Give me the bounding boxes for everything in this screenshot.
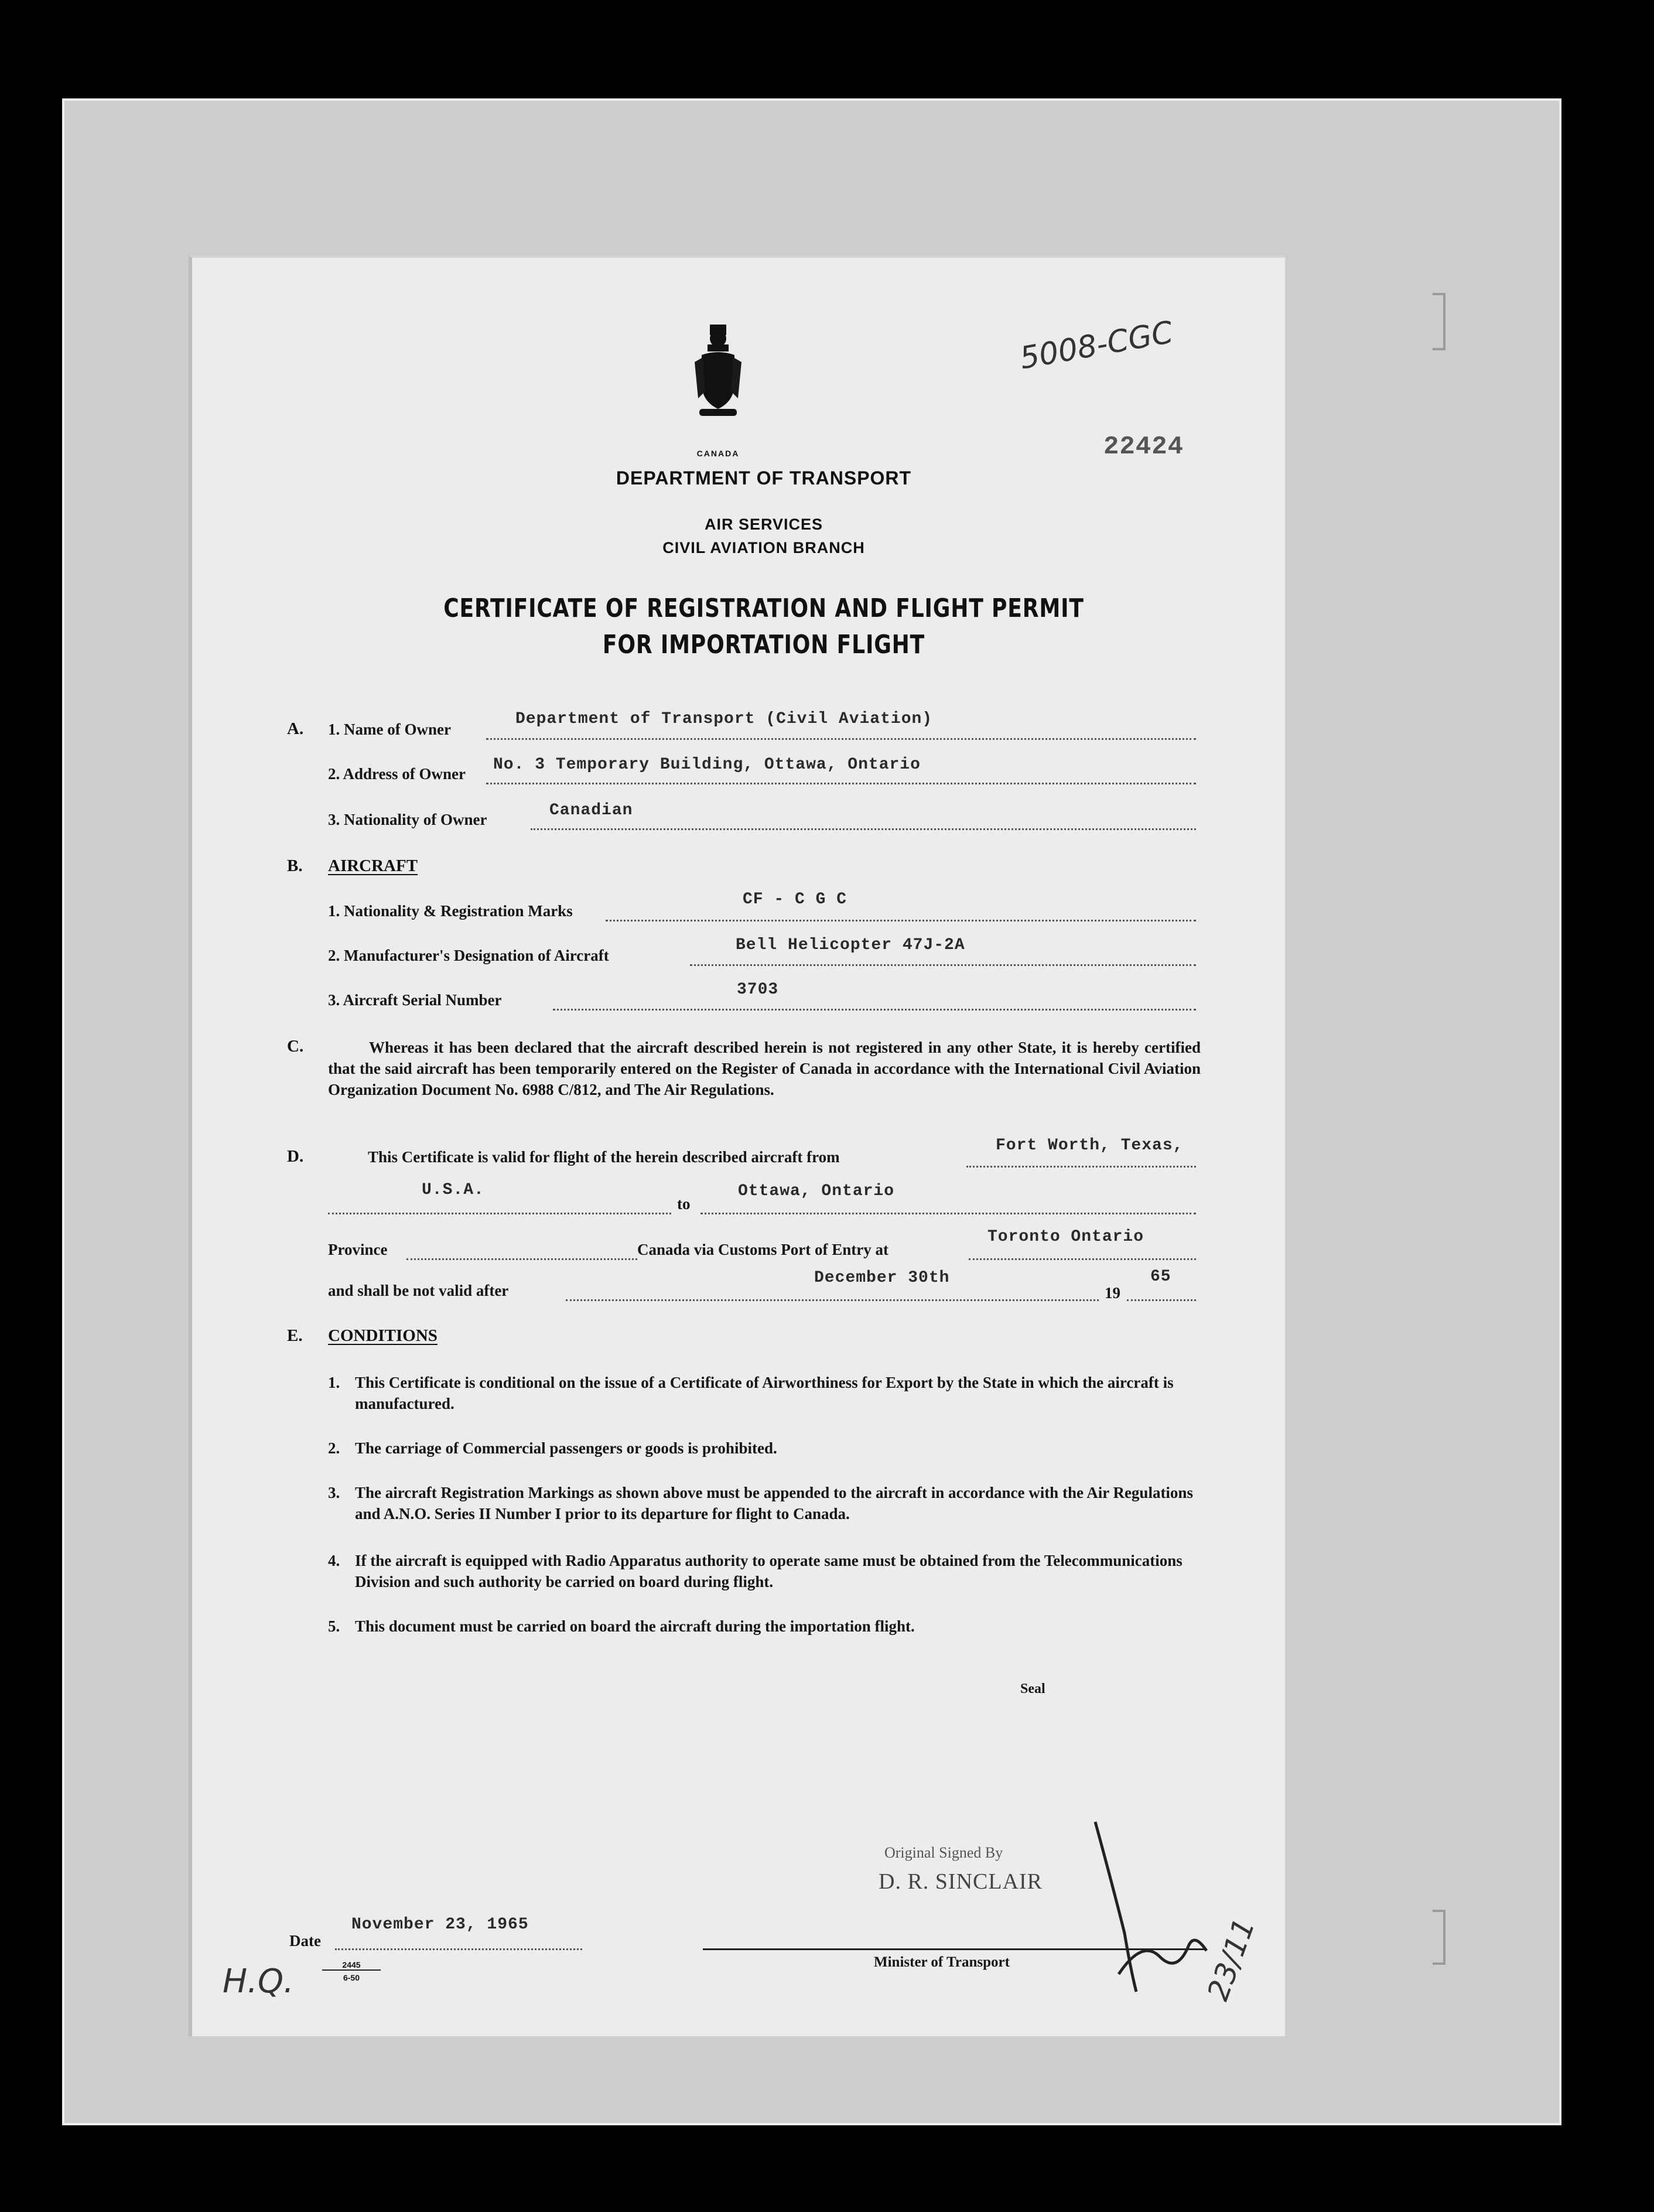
aircraft-designation-value: Bell Helicopter 47J-2A bbox=[736, 936, 965, 954]
handwritten-file-ref: 5008-CGC bbox=[1017, 315, 1176, 377]
condition-5-number: 5. bbox=[328, 1617, 340, 1635]
certificate-title-line2: FOR IMPORTATION FLIGHT bbox=[602, 630, 925, 660]
condition-2-number: 2. bbox=[328, 1439, 340, 1457]
expiry-year-prefix: 19 bbox=[1105, 1284, 1120, 1302]
owner-name-label: 1. Name of Owner bbox=[328, 721, 451, 738]
minister-label: Minister of Transport bbox=[874, 1954, 1010, 1970]
certificate-title-line1: CERTIFICATE OF REGISTRATION AND FLIGHT PERMIT bbox=[443, 593, 1084, 623]
condition-3-text: The aircraft Registration Markings as shown above must be appended to the aircraft in accordance with the Air Regulations and A.N.O. Series II Number I prior to its departure for flight to Canada. bbox=[355, 1484, 1193, 1523]
owner-name-value: Department of Transport (Civil Aviation) bbox=[515, 710, 933, 728]
frame-bracket-bottom bbox=[1433, 1910, 1445, 1965]
division-name: AIR SERVICES bbox=[704, 516, 823, 533]
date-line bbox=[335, 1948, 582, 1950]
from-country-line bbox=[328, 1213, 671, 1214]
aircraft-designation-line bbox=[690, 964, 1196, 966]
condition-1-text: This Certificate is conditional on the issue of a Certificate of Airworthiness for Export by the State in which the aircraft is manufactured. bbox=[355, 1374, 1174, 1412]
to-place-line bbox=[700, 1213, 1196, 1214]
conditions-heading: CONDITIONS bbox=[328, 1326, 438, 1345]
port-of-entry-line bbox=[969, 1258, 1196, 1260]
owner-address-value: No. 3 Temporary Building, Ottawa, Ontario bbox=[493, 756, 921, 774]
date-label: Date bbox=[289, 1932, 321, 1950]
expiry-year-value: 65 bbox=[1150, 1268, 1171, 1286]
section-d-letter: D. bbox=[287, 1147, 304, 1166]
owner-nationality-value: Canadian bbox=[549, 801, 633, 820]
to-place-value: Ottawa, Ontario bbox=[738, 1182, 895, 1200]
from-city-line bbox=[966, 1166, 1196, 1168]
owner-address-label: 2. Address of Owner bbox=[328, 765, 466, 783]
canada-crest-icon bbox=[695, 321, 741, 437]
from-city-value: Fort Worth, Texas, bbox=[996, 1136, 1184, 1155]
section-b-letter: B. bbox=[287, 856, 303, 875]
condition-4-number: 4. bbox=[328, 1552, 340, 1569]
section-e-letter: E. bbox=[287, 1326, 303, 1345]
registration-marks-label: 1. Nationality & Registration Marks bbox=[328, 902, 573, 920]
condition-4-text: If the aircraft is equipped with Radio Apparatus authority to operate same must be obtained from the Telecommunications Division and such authority be carried on board during flight. bbox=[355, 1552, 1183, 1590]
serial-number-value: 3703 bbox=[737, 981, 779, 999]
section-c-letter: C. bbox=[287, 1037, 304, 1056]
seal-label: Seal bbox=[1020, 1681, 1045, 1696]
section-a-letter: A. bbox=[287, 719, 304, 738]
owner-address-line bbox=[486, 783, 1196, 784]
file-number: 22424 bbox=[1103, 432, 1184, 462]
to-label: to bbox=[677, 1195, 691, 1213]
form-revision: 6-50 bbox=[343, 1973, 360, 1982]
serial-number-label: 3. Aircraft Serial Number bbox=[328, 991, 502, 1009]
crest-caption: CANADA bbox=[696, 449, 740, 458]
registration-marks-value: CF - C G C bbox=[743, 890, 847, 909]
original-signed-note: Original Signed By bbox=[884, 1844, 1003, 1861]
signatory-name: D. R. SINCLAIR bbox=[879, 1869, 1043, 1894]
condition-2-text: The carriage of Commercial passengers or goods is prohibited. bbox=[355, 1439, 777, 1457]
condition-1-number: 1. bbox=[328, 1374, 340, 1391]
port-of-entry-label: Canada via Customs Port of Entry at bbox=[637, 1241, 888, 1258]
frame-bracket-top bbox=[1433, 293, 1445, 350]
expiry-date-value: December 30th bbox=[814, 1269, 950, 1287]
registration-declaration: Whereas it has been declared that the aircraft described herein is not registered in any other State, it is hereby certified that the said aircraft has been temporarily entered on the Register of Canada in accordance with the International Civil Aviation Organization Document No. 6988 C/812, and The Air Regulations. bbox=[328, 1039, 1201, 1098]
minister-signature-line bbox=[703, 1948, 1207, 1950]
expiry-date-line bbox=[566, 1299, 1099, 1301]
condition-5-text: This document must be carried on board the aircraft during the importation flight. bbox=[355, 1617, 915, 1635]
valid-for-flight-label: This Certificate is valid for flight of the herein described aircraft from bbox=[368, 1148, 840, 1166]
owner-nationality-line bbox=[531, 828, 1196, 830]
handwritten-initials: H.Q. bbox=[223, 1962, 294, 2001]
province-label: Province bbox=[328, 1241, 388, 1258]
form-number: 2445 bbox=[322, 1960, 381, 1971]
aircraft-heading: AIRCRAFT bbox=[328, 856, 418, 875]
serial-number-line bbox=[553, 1009, 1196, 1011]
from-country-value: U.S.A. bbox=[422, 1181, 484, 1199]
date-value: November 23, 1965 bbox=[351, 1916, 529, 1934]
registration-marks-line bbox=[606, 920, 1196, 921]
branch-name: CIVIL AVIATION BRANCH bbox=[662, 539, 865, 557]
not-valid-after-label: and shall be not valid after bbox=[328, 1282, 509, 1299]
condition-3-number: 3. bbox=[328, 1484, 340, 1501]
expiry-year-line bbox=[1127, 1299, 1196, 1301]
handwritten-date: 23/11 bbox=[1201, 1914, 1262, 2005]
aircraft-designation-label: 2. Manufacturer's Designation of Aircraft bbox=[328, 947, 609, 964]
department-name: DEPARTMENT OF TRANSPORT bbox=[616, 467, 912, 489]
owner-nationality-label: 3. Nationality of Owner bbox=[328, 811, 487, 828]
port-of-entry-value: Toronto Ontario bbox=[987, 1228, 1144, 1246]
province-line bbox=[406, 1258, 637, 1260]
owner-name-line bbox=[486, 738, 1196, 740]
